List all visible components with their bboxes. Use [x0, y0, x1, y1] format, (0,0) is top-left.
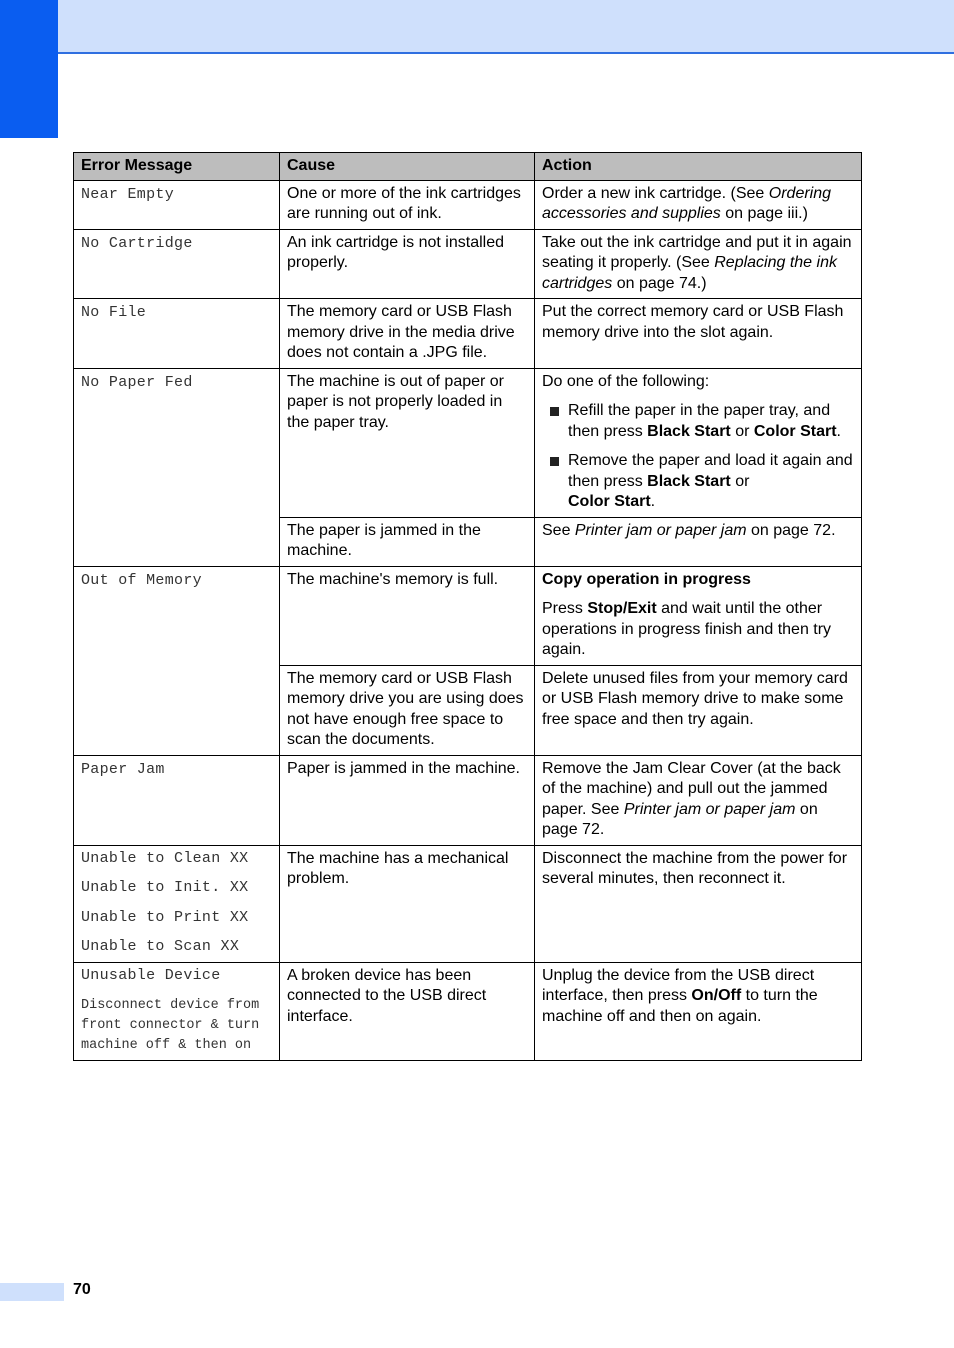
- cross-reference: Replacing the ink cartridges: [542, 254, 837, 292]
- square-bullet-icon: [550, 407, 559, 416]
- action-text: Order a new ink cartridge. (See: [542, 184, 769, 202]
- bullet-text: Remove the paper and load it again and then press: [568, 452, 853, 490]
- action-cell: [535, 962, 862, 1061]
- key-name: On/Off: [691, 987, 742, 1004]
- error-message: No File: [81, 304, 147, 321]
- error-message-cell: [74, 566, 280, 755]
- bullet-item: [542, 451, 855, 513]
- cross-reference: Printer jam or paper jam: [623, 800, 796, 818]
- error-detail-line: Disconnect device from: [81, 998, 260, 1013]
- table-row: [74, 962, 862, 1061]
- error-messages-table: [73, 152, 862, 1061]
- table-row: [74, 755, 862, 845]
- action-text: Take out the ink cartridge and put it in again seating it properly. (See: [542, 233, 852, 271]
- action-text: on page iii.): [720, 205, 808, 222]
- chapter-tab: [0, 0, 58, 138]
- action-paragraph: [542, 599, 855, 661]
- error-detail-line: front connector & turn: [81, 1018, 260, 1033]
- action-cell: Disconnect the machine from the power for several minutes, then reconnect it.: [535, 845, 862, 962]
- action-text: on page 72.: [542, 800, 818, 838]
- action-cell: [535, 517, 862, 566]
- action-cell: [535, 229, 862, 299]
- action-cell: Delete unused files from your memory card or USB Flash memory drive to make some free space and then try again.: [535, 665, 862, 755]
- page-number: 70: [73, 1281, 91, 1298]
- error-message: No Paper Fed: [81, 373, 193, 391]
- bullet-text: or: [730, 422, 754, 440]
- table-row: [74, 368, 862, 517]
- action-intro: Do one of the following:: [542, 372, 710, 390]
- cause-cell: One or more of the ink cartridges are running out of ink.: [280, 180, 535, 229]
- error-message-cell: [74, 180, 280, 229]
- error-message-cell: [74, 229, 280, 299]
- table-row: [74, 566, 862, 665]
- cause-cell: The machine's memory is full.: [280, 566, 535, 665]
- action-text: Unplug the device from the USB direct interface, then press: [542, 966, 815, 1004]
- column-header-error-message: Error Message: [74, 153, 280, 181]
- key-name: Black Start: [647, 472, 731, 490]
- action-cell: [535, 755, 862, 845]
- error-message-cell: [74, 755, 280, 845]
- error-message: Unusable Device: [81, 966, 221, 984]
- square-bullet-icon: [550, 457, 559, 466]
- cause-cell: The machine is out of paper or paper is not properly loaded in the paper tray.: [280, 368, 535, 517]
- cause-cell: Paper is jammed in the machine.: [280, 755, 535, 845]
- table-row: [74, 845, 862, 962]
- action-text: Press: [542, 600, 588, 617]
- cause-cell: An ink cartridge is not installed properly.: [280, 229, 535, 299]
- bullet-text: Refill the paper in the paper tray, and then press: [568, 402, 831, 440]
- column-header-action: Action: [535, 153, 862, 181]
- table-row: [74, 229, 862, 299]
- bullet-item: [542, 401, 855, 442]
- error-message: Unable to Init. XX: [81, 879, 249, 896]
- error-detail-line: machine off & then on: [81, 1038, 252, 1053]
- key-name: Stop/Exit: [587, 600, 657, 617]
- action-cell: [535, 180, 862, 229]
- action-text: to turn the machine off and then on again.: [542, 987, 818, 1025]
- action-cell: Put the correct memory card or USB Flash memory drive into the slot again.: [535, 299, 862, 369]
- key-name: Black Start: [647, 422, 731, 440]
- error-message: Near Empty: [81, 185, 175, 203]
- bullet-text: or: [730, 472, 750, 490]
- table-header-row: [74, 153, 862, 181]
- action-text: on page 74.): [612, 274, 707, 292]
- cause-cell: A broken device has been connected to the USB direct interface.: [280, 962, 535, 1061]
- header-band: [0, 0, 954, 54]
- key-name: Color Start: [568, 493, 651, 510]
- error-message-detail: [81, 996, 273, 1056]
- column-header-cause: Cause: [280, 153, 535, 181]
- cause-cell: The machine has a mechanical problem.: [280, 845, 535, 962]
- bullet-text: .: [650, 493, 656, 510]
- action-heading: Copy operation in progress: [542, 570, 751, 588]
- error-message-cell: [74, 962, 280, 1061]
- error-message: Unable to Print XX: [81, 908, 249, 926]
- cross-reference: Printer jam or paper jam: [574, 521, 747, 539]
- error-message: Paper Jam: [81, 760, 165, 778]
- bullet-text: .: [836, 422, 841, 440]
- action-cell: [535, 368, 862, 517]
- error-message-cell: [74, 299, 280, 369]
- cross-reference: Ordering accessories and supplies: [542, 184, 832, 222]
- error-message: Out of Memory: [81, 571, 202, 589]
- error-message: No Cartridge: [81, 234, 193, 252]
- error-message-cell: [74, 368, 280, 566]
- error-message: Unable to Scan XX: [81, 938, 240, 955]
- action-text: Remove the Jam Clear Cover (at the back of the machine) and pull out the jammed paper. See: [542, 759, 841, 818]
- action-text: on page 72.: [746, 521, 836, 539]
- error-message: Unable to Clean XX: [81, 849, 249, 867]
- page-number-bar: [0, 1283, 64, 1301]
- cause-cell: The paper is jammed in the machine.: [280, 517, 535, 566]
- action-text: and wait until the other operations in progress finish and then try again.: [542, 600, 832, 658]
- action-cell: [535, 566, 862, 665]
- cause-cell: The memory card or USB Flash memory drive in the media drive does not contain a .JPG file.: [280, 299, 535, 369]
- action-text: See: [542, 521, 575, 539]
- error-message-cell: [74, 845, 280, 962]
- table-row: [74, 180, 862, 229]
- key-name: Color Start: [753, 422, 837, 440]
- cause-cell: The memory card or USB Flash memory drive you are using does not have enough free space to scan the documents.: [280, 665, 535, 755]
- table-row: [74, 299, 862, 369]
